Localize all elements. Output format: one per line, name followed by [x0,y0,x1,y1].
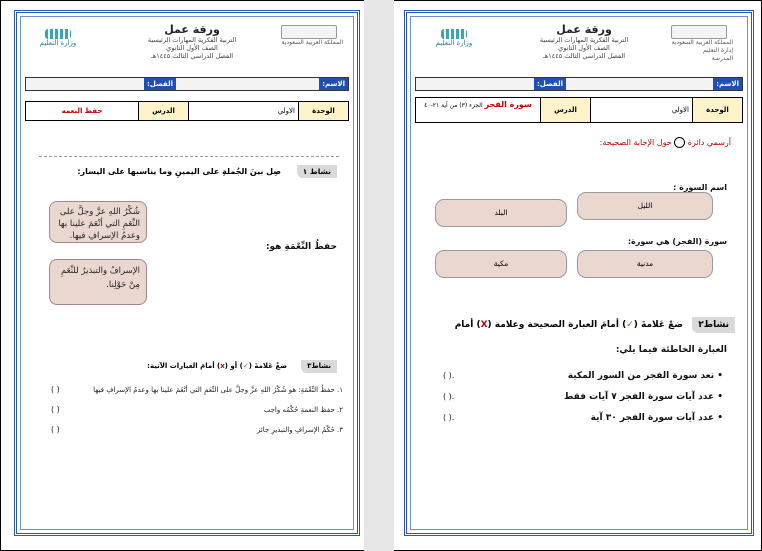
question-2: سورة (الفجر) هي سورة: [627,237,727,246]
left-moe-logo: وزارة التعليم [33,29,83,47]
worksheet-title: ورقة عمل [164,23,220,36]
moe-logo-icon [45,29,71,39]
check-icon: ✓ [242,362,249,370]
answer-1[interactable]: ( ) [51,385,60,394]
crest-icon [281,25,337,39]
left-worksheet [14,10,360,536]
right-moe-logo: وزارة التعليم [429,29,479,47]
answer-2[interactable]: ( ) [51,405,60,414]
statement-2: ٢. حفظ النعمةِ حُكْمُه واجب [263,406,343,414]
activity-2-header: نشاط٢ ضعْ عَلامةَ (✓) أمامَ العبارة الصحيحة وعلامة (X) أمام [429,317,735,333]
right-ministry-block: المملكة العربية السعودية إدارة التعليم المدرسة [671,25,733,63]
statement-3: ٣. حُكْمُ الإسرافِ والتبذيرِ جائز [256,426,343,434]
left-title-block: ورقة عمل التربية الفكرية المهارات الرئيسية الصف الأول الثانوي الفصل الدراسي الثالث ١٤٤٥هـ [127,23,257,60]
left-name-bar[interactable] [25,77,349,91]
x-icon: x [220,362,225,370]
statement-1: ١. حفظُ النِّعْمَةِ: هو شُكْرُ اللهِ عزَّ وجلَّ على النِّعَمِ التي أنْعَمَ علينا بها وعدمُ الإسرافِ فيها [93,386,343,394]
tf-answer-1[interactable]: ( ). [443,371,455,380]
option-layl[interactable]: الليل [577,192,713,220]
activity-2-subtitle: العبارة الخاطئة فيما يلي: [615,345,727,355]
class-label: الفصل: [144,78,176,90]
right-title-block: ورقة عمل التربية الفكرية المهارات الرئيسية الصف الأول الثانوي الفصل الدراسي الثالث ١٤٤٥هـ [539,23,629,60]
tf-answer-2[interactable]: ( ). [443,392,455,401]
crest-icon [671,25,727,39]
check-icon: ✓ [626,320,634,330]
match-box-1[interactable]: شُكْرُ اللهِ عزَّ وجلَّ على النِّعَمِ التي أنْعَمَ علينا بها وعدمُ الإسرافِ فيها. [49,201,147,243]
true-false-2: • عدد آيات سورة الفجر ٧ آيات فقط [564,392,723,402]
x-icon: X [480,320,488,330]
match-question: حفظُ النِّعْمَةِ هو: [265,242,337,252]
circle-icon [674,137,685,148]
true-false-1: • تعد سورة الفجر من السور المكية [567,371,723,381]
option-madani[interactable]: مدنية [577,250,713,278]
left-ministry-name: المملكة العربية السعودية [281,39,343,46]
right-unit-row: الوحدة الاولي الدرس سورة الفجر الجزء (٣) من آية ٢١-٤٠ [415,97,743,123]
match-box-2[interactable]: الإسرافُ والتبذيرُ للنِّعَمِ مِنْ حَوْلِنا. [49,259,147,305]
answer-3[interactable]: ( ) [51,425,60,434]
mc-instruction: أرسمي دائرة حول الإجابة الصحيحة: [599,138,731,147]
moe-logo-icon [441,29,467,39]
page-gap [364,0,394,551]
right-name-bar[interactable]: الاسم: الفصل: [415,77,743,91]
divider [39,156,339,157]
left-unit-row: الوحدة الاولي الدرس حفظ النعمه [25,101,349,121]
option-makki[interactable]: مكية [435,250,567,278]
activity-1-header: نشاط ١ صِل بينَ الجُملةِ على اليمينِ وما يناسبها على اليسار: [37,165,337,178]
option-balad[interactable]: البلد [435,199,567,227]
name-label: الاسم: [319,78,348,90]
true-false-3: • عدد آيات سورة الفجر ٣٠ آية [590,413,723,423]
tf-answer-3[interactable]: ( ). [443,413,455,422]
left-ministry-block [281,25,343,47]
right-worksheet [404,10,754,536]
question-1: اسم السورة : [673,183,727,192]
activity-3-header: نشاط٣ ضعْ عَلامةَ (✓) أو (x) أمامَ العبارات الآتية: [37,360,337,373]
